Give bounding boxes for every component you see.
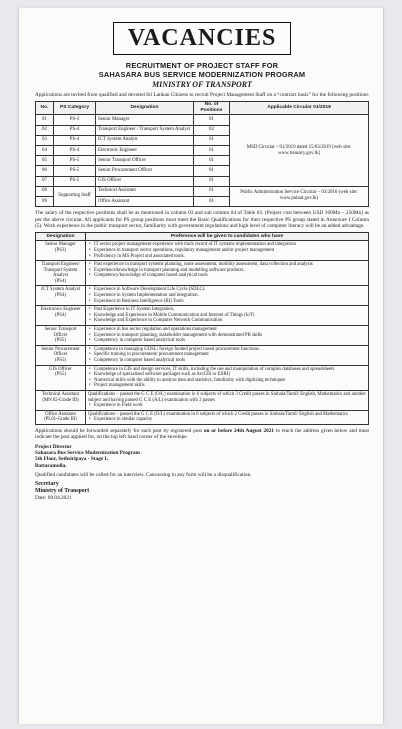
- vacancy-notice-page: [18, 8, 384, 724]
- qualification-row: [36, 261, 369, 286]
- preference-list: [88, 367, 366, 389]
- qualification-designation-cell: [36, 326, 86, 346]
- col-header-preference: Preference will be given to candidates who have: [86, 233, 369, 241]
- qualification-designation: Senior Manager: [45, 242, 76, 248]
- position-count: 01: [194, 156, 230, 166]
- signatory-ministry: Ministry of Transport: [35, 488, 90, 495]
- qualification-row: [36, 345, 369, 365]
- signatory-title: Secretary: [35, 481, 59, 488]
- position-ps-category: PS-5: [54, 166, 96, 176]
- qualification-designation-cell: [36, 390, 86, 410]
- position-ps-category: PS-4: [54, 125, 96, 135]
- preference-item: • Knowledge and Experience in Mobile Communication and Internet of Things (IoT): [88, 313, 366, 319]
- preference-item: • Experience in bus sector regulation and operations management: [88, 327, 366, 333]
- qualification-designation: Technical Assistant: [41, 391, 80, 397]
- recruitment-heading-line1: RECRUITMENT OF PROJECT STAFF FOR: [125, 61, 279, 70]
- position-ps-category: PS-4: [54, 145, 96, 155]
- qualification-ps-group: (PS3): [55, 247, 66, 253]
- submission-text-end: to reach the address given below and must indicate the post applied for, on the top left hand corner of the envelope.: [35, 427, 370, 441]
- recruitment-heading-line2: SAHASARA BUS SERVICE MODERNIZATION PROGRAM: [98, 70, 306, 79]
- circular-msd-cell: MSD Circular – 01/2019 dated 15/03/2019 [web site: www.treasury.gov.lk]: [230, 115, 369, 186]
- col-header-ps-category: PS Category: [54, 102, 96, 115]
- position-no: 04: [36, 145, 54, 155]
- preference-item: • Experience in Software Development Life Cycle (SDLC).: [88, 287, 366, 293]
- qualification-designation-cell: [36, 306, 86, 326]
- preference-list: [88, 347, 366, 364]
- qualification-ps-group: (PS5): [55, 338, 66, 344]
- col-header-positions: No. of Positions: [194, 102, 230, 115]
- preference-cell: [86, 241, 369, 261]
- preference-item: • Experience in Field work: [88, 403, 366, 409]
- qualification-ps-group: (MN 02-Grade III): [42, 397, 79, 403]
- position-row: [36, 115, 369, 125]
- submission-instructions: [35, 428, 369, 441]
- qualification-lead: Qualifications – passed the G C E (O/L) examination in 6 subjects of which 2 Credit passes in Sinhala/Tamil/ English and Mathematics: [88, 411, 348, 417]
- qualification-ps-group: (PS5): [55, 372, 66, 378]
- preference-list: [88, 287, 366, 304]
- preference-item: • Competency/knowledge of computer based analytical tools: [88, 273, 366, 279]
- position-count: 01: [194, 186, 230, 196]
- preference-list: [88, 403, 366, 409]
- position-designation: Senior Manager: [96, 115, 194, 125]
- position-designation: Senior Procurement Officer: [96, 166, 194, 176]
- qualification-row: [36, 326, 369, 346]
- preference-item: • Proficiency in MS Project and associated tools.: [88, 254, 366, 260]
- position-ps-category: PS-4: [54, 135, 96, 145]
- preference-item: • Knowledge of specialized software packages such as ArcGIS or ESRI): [88, 372, 366, 378]
- address-line: 5th Floor, Sethsiripaya - Stage I,: [35, 456, 108, 463]
- preference-list: [88, 242, 366, 259]
- preference-cell: [86, 306, 369, 326]
- qualification-designation-cell: [36, 261, 86, 286]
- qualification-designation-cell: [36, 241, 86, 261]
- position-count: 01: [194, 115, 230, 125]
- preference-item: • Experience in transport sector operations, regulatory management and/or project management: [88, 248, 366, 254]
- qualification-row: [36, 410, 369, 424]
- preference-item: • Experience in similar capacity: [88, 417, 366, 423]
- preference-item: • Competency in computer based analytical tools: [88, 358, 366, 364]
- preference-list: [88, 307, 366, 324]
- circular-pa-cell: Public Administration Service Circular – 03/2016 (web site: www.pubad.gov.lk): [230, 186, 369, 206]
- qualification-ps-group: (PS4): [55, 278, 66, 284]
- submission-deadline: on or before 24th August 2021: [203, 427, 275, 434]
- qualification-ps-group: (PS4): [55, 293, 66, 299]
- position-designation: Office Assistant: [96, 196, 194, 206]
- preference-item: • Knowledge and Experience in Computer Network Communication: [88, 318, 366, 324]
- preference-item: • Experience in System Implementation and integration.: [88, 293, 366, 299]
- preference-list: [88, 327, 366, 344]
- preference-list: [88, 262, 366, 279]
- ministry-heading: MINISTRY OF TRANSPORT: [152, 80, 252, 89]
- positions-table-header: [36, 102, 369, 115]
- qualification-designation: Electronics Engineer: [40, 307, 81, 313]
- interview-note: Qualified candidates will be called for an interview. Canvassing in any form will be a disqualification.: [35, 471, 252, 478]
- preference-cell: [86, 261, 369, 286]
- preference-item: • Experience in transport planning, stakeholder management with demonstrated PR skills: [88, 333, 366, 339]
- qualification-designation-cell: [36, 365, 86, 390]
- position-count: 01: [194, 176, 230, 186]
- position-count: 01: [194, 135, 230, 145]
- preference-item: • Past experience in transport systems planning, route assessment, mobility assessment, data collection and analysis: [88, 262, 366, 268]
- position-designation: GIS Officer: [96, 176, 194, 186]
- position-no: 01: [36, 115, 54, 125]
- qualification-lead: Qualifications – passed the G C E (O/L) examination in 6 subjects of which 3 Credit passes in Sinhala/Tamil/ English, Mathematics and another subject and having passed G C E (A/L) examination with 3 passes: [88, 391, 366, 403]
- position-count: 01: [194, 166, 230, 176]
- preference-cell: [86, 326, 369, 346]
- preference-item: • Competence in GIS and design services, IT skills, including the use and manipulation of complex databases and spreadsheets: [88, 367, 366, 373]
- preference-item: • Past Experience in IT System Integration,: [88, 307, 366, 313]
- address-line: Project Director: [35, 443, 72, 450]
- qualification-designation: GIS Officer: [49, 366, 72, 372]
- qualification-designation-cell: [36, 345, 86, 365]
- col-header-designation: Designation: [96, 102, 194, 115]
- position-no: 07: [36, 176, 54, 186]
- position-row: [36, 186, 369, 196]
- signature-block: [35, 481, 369, 502]
- qualification-designation: Senior Transport Officer: [44, 327, 77, 338]
- supporting-staff-cell: Supporting Staff: [54, 186, 96, 206]
- position-no: 08: [36, 186, 54, 196]
- notice-date: Date: 09.04.2021: [35, 494, 72, 501]
- position-designation: ICT System Analyst: [96, 135, 194, 145]
- positions-table: [35, 101, 369, 207]
- intro-paragraph: Applications are invited from qualified and devoted Sri Lankan Citizens to recruit Project Management Staff on a “contract basis” for the following positions: [35, 92, 369, 98]
- position-count: 01: [194, 145, 230, 155]
- qualification-designation-cell: [36, 286, 86, 306]
- submission-text-start: Applications should be forwarded separately for each post by registered post: [35, 427, 204, 434]
- preference-cell: [86, 410, 369, 424]
- preference-cell: [86, 390, 369, 410]
- qualification-row: [36, 390, 369, 410]
- position-no: 05: [36, 156, 54, 166]
- qualification-designation: Office Assistant: [45, 411, 76, 417]
- qualification-row: [36, 306, 369, 326]
- qualification-ps-group: (PS4): [55, 312, 66, 318]
- position-no: 02: [36, 125, 54, 135]
- qualification-row: [36, 365, 369, 390]
- qualifications-table-header: [36, 233, 369, 241]
- qualification-designation: Senior Procurement Officer: [41, 346, 80, 358]
- preference-item: • Competency in computer based analytical tools: [88, 338, 366, 344]
- salary-note: The salary of the respective positions shall be as mentioned in column 03 and sub column 04 of Table 03. (Project cost between USD 100Mn – 250Mn) as per the above circular. All applicants for PS group positions must meet the Basic Qualifications for their respective PS group stated in Annexure I Column (5). Work experience in the public transport sector, familiarity with government regulations and high level of computer literacy will be an added advantage.: [35, 210, 369, 229]
- col-header-q-designation: Designation: [36, 233, 86, 241]
- position-count: 01: [194, 196, 230, 206]
- position-ps-category: PS-3: [54, 115, 96, 125]
- qualification-designation: ICT System Analyst: [41, 287, 80, 293]
- notice-content: [35, 22, 369, 502]
- preference-item: • IT sector project management experience with track record of IT systems implementation and integration: [88, 242, 366, 248]
- position-designation: Electronic Engineer: [96, 145, 194, 155]
- qualification-ps-group: (PS5): [55, 358, 66, 363]
- col-header-circular: Applicable Circular 01/2019: [230, 102, 369, 115]
- preference-item: • Experience/knowledge in transport planning and modelling software products.: [88, 268, 366, 274]
- preference-item: • Numerical skills with the ability to analyze data and statistics, familiarity with digitizing techniques: [88, 378, 366, 384]
- preference-item: • Project management skills: [88, 383, 366, 389]
- preference-cell: [86, 345, 369, 365]
- position-ps-category: PS-5: [54, 156, 96, 166]
- preference-list: [88, 417, 366, 423]
- qualification-designation: Transport Engineer/ Transport System Analyst: [41, 262, 80, 279]
- address-line: Sahasara Bus Service Modernization Program: [35, 450, 140, 457]
- qualification-row: [36, 241, 369, 261]
- position-designation: Transport Engineer / Transport System Analyst: [96, 125, 194, 135]
- postal-address: [35, 444, 369, 469]
- preference-item: • Specific training in procurement/ procurement management: [88, 352, 366, 358]
- col-header-no: No.: [36, 102, 54, 115]
- address-line: Battaramulla.: [35, 462, 67, 469]
- preference-item: • Experience in Business Intelligence (BI) Tools: [88, 299, 366, 305]
- position-count: 02: [194, 125, 230, 135]
- position-ps-category: PS-5: [54, 176, 96, 186]
- vacancies-banner: VACANCIES: [113, 22, 291, 55]
- position-designation: Senior Transport Officer: [96, 156, 194, 166]
- position-no: 09: [36, 196, 54, 206]
- preference-cell: [86, 365, 369, 390]
- preference-item: • Competence in managing GOSL/ foreign funded project based procurement functions.: [88, 347, 366, 353]
- preference-cell: [86, 286, 369, 306]
- qualifications-table: [35, 232, 369, 425]
- position-designation: Technical Assistant: [96, 186, 194, 196]
- qualification-ps-group: (PL01-Grade III): [44, 417, 77, 423]
- qualification-row: [36, 286, 369, 306]
- position-no: 06: [36, 166, 54, 176]
- qualification-designation-cell: [36, 410, 86, 424]
- position-no: 03: [36, 135, 54, 145]
